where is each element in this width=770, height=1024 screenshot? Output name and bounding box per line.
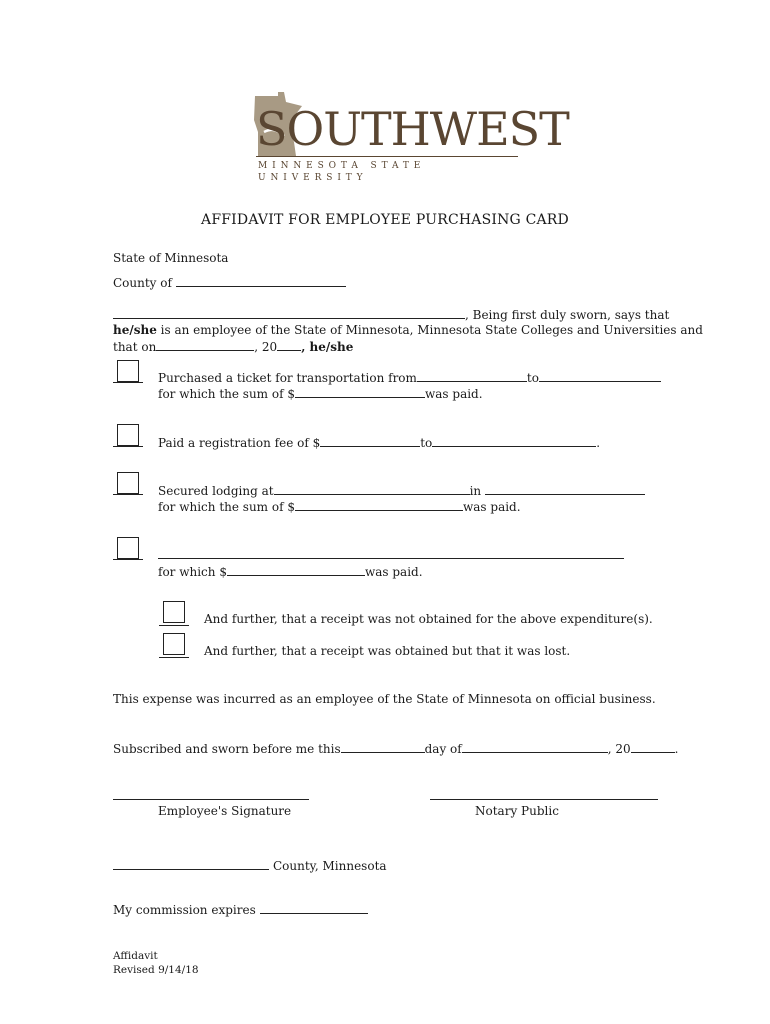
- page-title: AFFIDAVIT FOR EMPLOYEE PURCHASING CARD: [201, 212, 569, 228]
- lodging-box-underline: [113, 494, 143, 495]
- commission-expires-label: My commission expires: [113, 903, 256, 917]
- that-on-label: that on: [113, 340, 157, 354]
- notary-signature-line[interactable]: [430, 799, 658, 800]
- month-field[interactable]: [462, 741, 608, 753]
- employee-line: [113, 323, 703, 337]
- lodging-paid-label: was paid.: [462, 500, 521, 514]
- employee-signature-label: Employee's Signature: [158, 804, 292, 818]
- county-minnesota-line: [113, 858, 387, 873]
- receipt-lost-underline: [159, 657, 189, 658]
- university-logo: [250, 92, 569, 183]
- lodging-line-2: [158, 499, 521, 514]
- county-label: County of: [113, 276, 172, 290]
- official-business-statement: This expense was incurred as an employee of the State of Minnesota on official business.: [113, 692, 656, 706]
- other-description-field[interactable]: [158, 558, 624, 559]
- lodging-at-field[interactable]: [274, 483, 470, 495]
- subscribed-label: Subscribed and sworn before me this: [113, 742, 341, 756]
- lodging-sum-label: for which the sum of $: [158, 500, 295, 514]
- ticket-line-2: [158, 386, 483, 401]
- logo-rule: [256, 156, 518, 157]
- ticket-checkbox[interactable]: [117, 360, 139, 382]
- day-of-label: day of: [424, 742, 462, 756]
- receipt-lost-text: And further, that a receipt was obtained but that it was lost.: [204, 644, 571, 658]
- subscribed-year-field[interactable]: [631, 741, 675, 753]
- year-field[interactable]: [277, 339, 301, 351]
- county-minnesota-label: County, Minnesota: [273, 859, 387, 873]
- ticket-from-field[interactable]: [417, 370, 527, 382]
- state-line: State of Minnesota: [113, 251, 229, 265]
- registration-period: .: [596, 436, 601, 450]
- ticket-paid-label: was paid.: [424, 387, 483, 401]
- ticket-line-1: [158, 370, 661, 385]
- footer-doc-name: Affidavit: [113, 950, 158, 962]
- lodging-checkbox[interactable]: [117, 472, 139, 494]
- commission-expires-line: [113, 902, 368, 917]
- year-label: , 20: [607, 742, 631, 756]
- he-she-bold: , he/she: [301, 340, 354, 354]
- employee-signature-line[interactable]: [113, 799, 309, 800]
- date-line: [113, 339, 353, 354]
- lodging-in-label: in: [469, 484, 482, 498]
- lodging-label: Secured lodging at: [158, 484, 274, 498]
- ticket-box-underline: [113, 382, 143, 383]
- lodging-sum-field[interactable]: [295, 499, 463, 511]
- ticket-label: Purchased a ticket for transportation from: [158, 371, 417, 385]
- affiant-name-field[interactable]: [113, 307, 465, 319]
- registration-fee-field[interactable]: [320, 435, 420, 447]
- day-field[interactable]: [341, 741, 425, 753]
- footer-revised: Revised 9/14/18: [113, 964, 199, 976]
- receipt-lost-checkbox[interactable]: [163, 633, 185, 655]
- county-line: [113, 275, 346, 290]
- other-paid-label: was paid.: [364, 565, 423, 579]
- date-field[interactable]: [156, 339, 254, 351]
- ticket-to-field[interactable]: [539, 370, 661, 382]
- receipt-not-obtained-underline: [159, 625, 189, 626]
- other-sum-field[interactable]: [227, 564, 365, 576]
- logo-tagline: MINNESOTA STATE UNIVERSITY: [258, 161, 426, 183]
- affiant-name-line: [113, 307, 669, 322]
- county-field[interactable]: [176, 275, 346, 287]
- he-she-label: he/she: [113, 323, 157, 337]
- other-sum-label: for which $: [158, 565, 227, 579]
- registration-checkbox[interactable]: [117, 424, 139, 446]
- subscribed-line: [113, 741, 678, 756]
- logo-wordmark: SOUTHWEST: [256, 102, 569, 156]
- subscribed-period: .: [674, 742, 679, 756]
- employee-text: is an employee of the State of Minnesota, Minnesota State Colleges and Universities and: [156, 323, 703, 337]
- registration-label: Paid a registration fee of $: [158, 436, 321, 450]
- lodging-line-1: [158, 483, 645, 498]
- registration-line: [158, 435, 600, 450]
- registration-to-field[interactable]: [432, 435, 596, 447]
- ticket-to-label: to: [526, 371, 539, 385]
- notary-county-field[interactable]: [113, 858, 269, 870]
- other-box-underline: [113, 559, 143, 560]
- registration-to-label: to: [420, 436, 433, 450]
- sworn-text: , Being first duly sworn, says that: [465, 308, 670, 322]
- lodging-in-field[interactable]: [485, 483, 645, 495]
- commission-expires-field[interactable]: [260, 902, 368, 914]
- receipt-not-obtained-text: And further, that a receipt was not obtained for the above expenditure(s).: [204, 612, 653, 626]
- ticket-sum-label: for which the sum of $: [158, 387, 295, 401]
- notary-public-label: Notary Public: [475, 804, 559, 818]
- footer: [113, 949, 199, 977]
- year-prefix: , 20: [254, 340, 278, 354]
- ticket-sum-field[interactable]: [295, 386, 425, 398]
- registration-box-underline: [113, 446, 143, 447]
- other-line-2: [158, 564, 423, 579]
- receipt-not-obtained-checkbox[interactable]: [163, 601, 185, 623]
- other-checkbox[interactable]: [117, 537, 139, 559]
